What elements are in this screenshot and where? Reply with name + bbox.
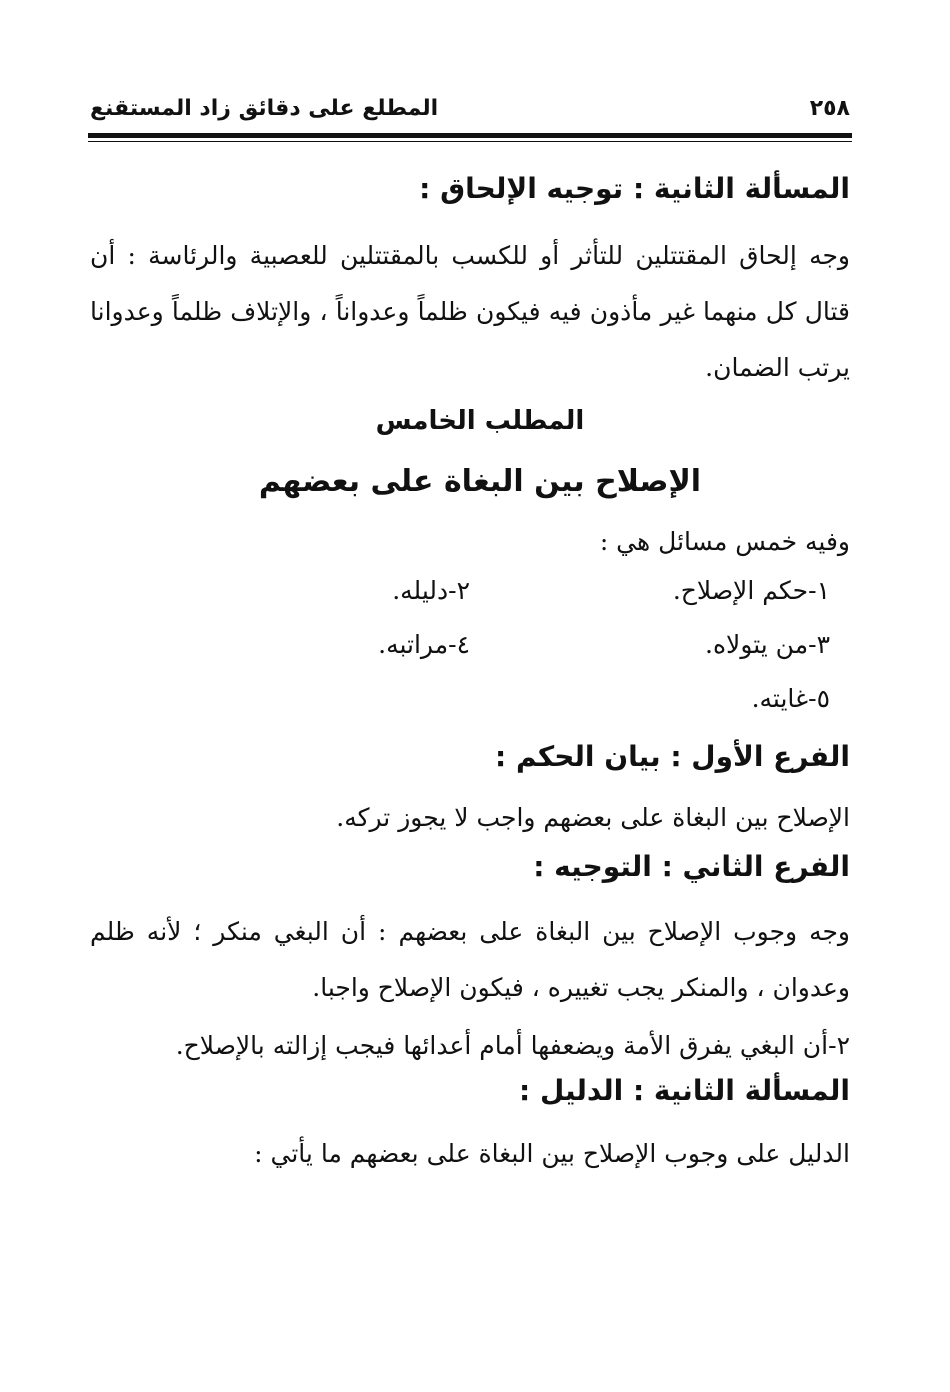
list-item: ٢-دليله. — [392, 576, 470, 605]
list-item: ٣-من يتولاه. — [705, 630, 830, 659]
paragraph-ruling: الإصلاح بين البغاة على بعضهم واجب لا يجوز تركه. — [336, 803, 850, 832]
list-item: ١-حكم الإصلاح. — [672, 576, 830, 605]
list-item: ٥-غايته. — [751, 684, 830, 713]
heading-evidence: المسألة الثانية : الدليل : — [519, 1074, 850, 1107]
page-number: ٢٥٨ — [809, 95, 850, 121]
intro-line: وفيه خمس مسائل هي : — [599, 527, 850, 556]
header-rule-thin — [88, 141, 852, 142]
running-header — [90, 88, 850, 128]
heading-issue-2: المسألة الثانية : توجيه الإلحاق : — [419, 172, 850, 205]
section-title: المطلب الخامس — [375, 406, 585, 436]
heading-branch-2: الفرع الثاني : التوجيه : — [533, 850, 850, 883]
paragraph-reason-2: ٢-أن البغي يفرق الأمة ويضعفها أمام أعدائها فيجب إزالته بالإصلاح. — [175, 1031, 850, 1060]
section-subtitle: الإصلاح بين البغاة على بعضهم — [258, 464, 702, 499]
paragraph-evidence: الدليل على وجوب الإصلاح بين البغاة على بعضهم ما يأتي : — [254, 1139, 850, 1168]
paragraph-ilhaq: وجه إلحاق المقتتلين للتأثر أو للكسب بالمقتتلين للعصبية والرئاسة : أن قتال كل منهما غير مأذون فيه فيكون ظلماً وعدواناً ، والإتلاف ظلماً وعدوانا يرتب الضمان. — [90, 241, 850, 382]
paragraph-reasoning: وجه وجوب الإصلاح بين البغاة على بعضهم : أن البغي منكر ؛ لأنه ظلم وعدوان ، والمنكر يجب تغييره ، فيكون الإصلاح واجبا. — [90, 917, 850, 1002]
book-title: المطلع على دقائق زاد المستقنع — [90, 95, 439, 121]
list-item: ٤-مراتبه. — [378, 630, 470, 659]
heading-branch-1: الفرع الأول : بيان الحكم : — [495, 740, 850, 773]
header-rule-thick — [88, 133, 852, 138]
